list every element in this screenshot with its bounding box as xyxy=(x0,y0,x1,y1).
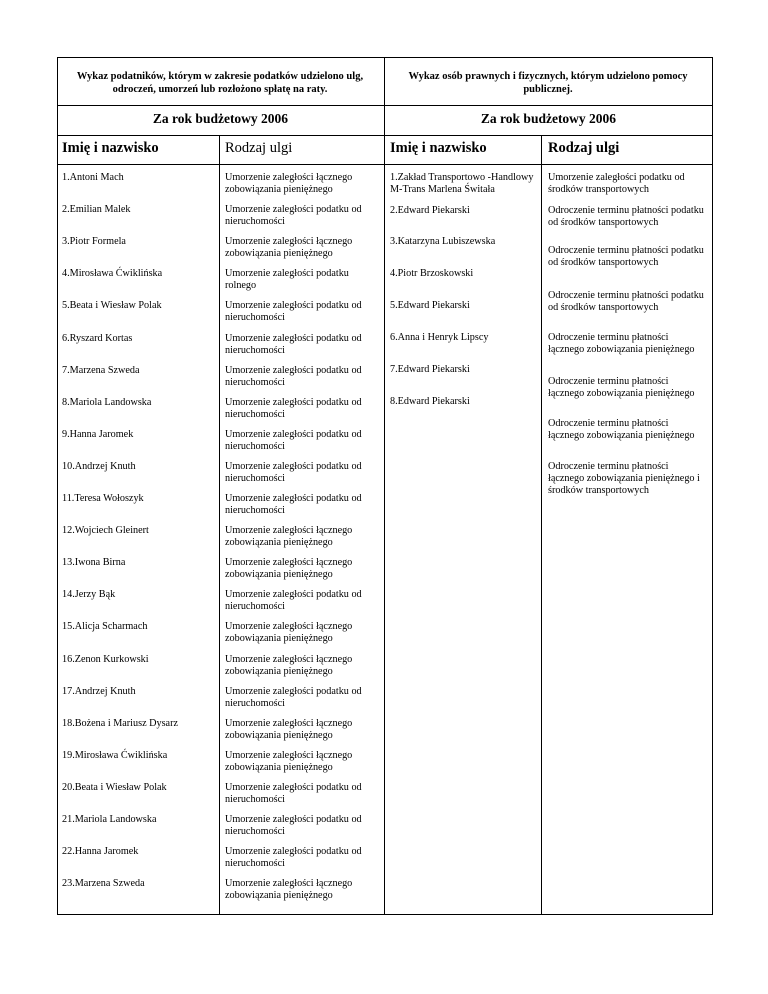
center-divider xyxy=(384,57,385,915)
left-row-name: 10.Andrzej Knuth xyxy=(62,461,136,472)
left-col-type-header: Rodzaj ulgi xyxy=(225,140,293,156)
year-divider xyxy=(57,135,713,136)
left-col-name-header: Imię i nazwisko xyxy=(62,140,159,156)
left-row-type: Umorzenie zaległości podatku od nieruchomości xyxy=(225,204,362,227)
header-divider xyxy=(57,105,713,106)
left-row-type: Umorzenie zaległości podatku od nieruchomości xyxy=(225,300,362,323)
right-row-name: 7.Edward Piekarski xyxy=(390,364,470,375)
left-row-type: Umorzenie zaległości podatku od nieruchomości xyxy=(225,397,362,420)
left-row-type: Umorzenie zaległości podatku od nieruchomości xyxy=(225,461,362,484)
right-col-type-header: Rodzaj ulgi xyxy=(548,140,620,156)
left-row-type: Umorzenie zaległości podatku od nieruchomości xyxy=(225,493,362,516)
right-row-type: Odroczenie terminu płatności podatku od środków tansportowych xyxy=(548,245,704,268)
left-row-type: Umorzenie zaległości łącznego zobowiązania pieniężnego xyxy=(225,621,353,644)
column-header-divider xyxy=(57,164,713,165)
left-panel-header: Wykaz podatników, którym w zakresie podatków udzielono ulg, odroczeń, umorzeń lub rozłożono spłatę na raty. xyxy=(76,71,364,95)
right-panel-header: Wykaz osób prawnych i fizycznych, którym udzielono pomocy publicznej. xyxy=(408,71,688,95)
left-row-name: 18.Bożena i Mariusz Dysarz xyxy=(62,718,178,729)
right-row-name: 5.Edward Piekarski xyxy=(390,300,470,311)
right-row-type: Odroczenie terminu płatności łącznego zobowiązania pieniężnego xyxy=(548,376,695,399)
right-row-type: Odroczenie terminu płatności łącznego zobowiązania pieniężnego xyxy=(548,418,695,441)
left-year-label: Za rok budżetowy 2006 xyxy=(152,111,289,126)
right-row-name: 3.Katarzyna Lubiszewska xyxy=(390,236,496,247)
right-row-type: Odroczenie terminu płatności łącznego zobowiązania pieniężnego xyxy=(548,332,695,355)
left-row-name: 19.Mirosława Ćwiklińska xyxy=(62,750,168,761)
left-row-name: 21.Mariola Landowska xyxy=(62,814,157,825)
left-row-type: Umorzenie zaległości łącznego zobowiązania pieniężnego xyxy=(225,172,353,195)
right-row-type: Umorzenie zaległości podatku od środków transportowych xyxy=(548,172,685,195)
left-row-type: Umorzenie zaległości podatku od nieruchomości xyxy=(225,429,362,452)
left-row-name: 23.Marzena Szweda xyxy=(62,878,145,889)
left-row-type: Umorzenie zaległości łącznego zobowiązania pieniężnego xyxy=(225,654,353,677)
right-row-name: 8.Edward Piekarski xyxy=(390,396,470,407)
left-row-name: 3.Piotr Formela xyxy=(62,236,126,247)
left-row-name: 2.Emilian Malek xyxy=(62,204,131,215)
left-row-type: Umorzenie zaległości podatku od nieruchomości xyxy=(225,782,362,805)
left-row-name: 9.Hanna Jaromek xyxy=(62,429,134,440)
left-row-type: Umorzenie zaległości łącznego zobowiązania pieniężnego xyxy=(225,750,353,773)
right-row-name: 2.Edward Piekarski xyxy=(390,205,470,216)
left-row-name: 13.Iwona Birna xyxy=(62,557,126,568)
left-row-name: 20.Beata i Wiesław Polak xyxy=(62,782,167,793)
left-row-name: 1.Antoni Mach xyxy=(62,172,124,183)
right-column-divider xyxy=(541,135,542,915)
left-row-type: Umorzenie zaległości łącznego zobowiązania pieniężnego xyxy=(225,236,353,259)
left-row-type: Umorzenie zaległości podatku rolnego xyxy=(225,268,349,291)
left-row-name: 12.Wojciech Gleinert xyxy=(62,525,149,536)
left-row-type: Umorzenie zaległości podatku od nieruchomości xyxy=(225,333,362,356)
left-row-type: Umorzenie zaległości łącznego zobowiązania pieniężnego xyxy=(225,525,353,548)
left-column-divider xyxy=(219,135,220,915)
left-row-name: 17.Andrzej Knuth xyxy=(62,686,136,697)
left-row-type: Umorzenie zaległości podatku od nieruchomości xyxy=(225,365,362,388)
right-row-type: Odroczenie terminu płatności podatku od środków tansportowych xyxy=(548,290,704,313)
right-year-label: Za rok budżetowy 2006 xyxy=(480,111,617,126)
left-row-name: 6.Ryszard Kortas xyxy=(62,333,133,344)
right-row-type: Odroczenie terminu płatności łącznego zobowiązania pieniężnego i środków transportowych xyxy=(548,461,700,496)
right-row-name: 6.Anna i Henryk Lipscy xyxy=(390,332,489,343)
left-row-name: 8.Mariola Landowska xyxy=(62,397,152,408)
right-col-name-header: Imię i nazwisko xyxy=(390,140,487,156)
left-row-name: 4.Mirosława Ćwiklińska xyxy=(62,268,163,279)
left-row-name: 11.Teresa Wołoszyk xyxy=(62,493,144,504)
left-row-name: 22.Hanna Jaromek xyxy=(62,846,139,857)
right-row-name: 4.Piotr Brzoskowski xyxy=(390,268,474,279)
left-row-type: Umorzenie zaległości podatku od nieruchomości xyxy=(225,814,362,837)
left-row-type: Umorzenie zaległości łącznego zobowiązania pieniężnego xyxy=(225,878,353,901)
right-row-name: 1.Zakład Transportowo -Handlowy M-Trans Marlena Świtała xyxy=(390,172,534,195)
left-row-type: Umorzenie zaległości łącznego zobowiązania pieniężnego xyxy=(225,718,353,741)
left-row-name: 14.Jerzy Bąk xyxy=(62,589,116,600)
left-row-type: Umorzenie zaległości podatku od nieruchomości xyxy=(225,846,362,869)
left-row-name: 16.Zenon Kurkowski xyxy=(62,654,149,665)
left-row-type: Umorzenie zaległości podatku od nieruchomości xyxy=(225,589,362,612)
left-row-type: Umorzenie zaległości łącznego zobowiązania pieniężnego xyxy=(225,557,353,580)
left-row-name: 15.Alicja Scharmach xyxy=(62,621,148,632)
left-row-name: 5.Beata i Wiesław Polak xyxy=(62,300,162,311)
left-row-name: 7.Marzena Szweda xyxy=(62,365,140,376)
right-row-type: Odroczenie terminu płatności podatku od środków tansportowych xyxy=(548,205,704,228)
left-row-type: Umorzenie zaległości podatku od nieruchomości xyxy=(225,686,362,709)
